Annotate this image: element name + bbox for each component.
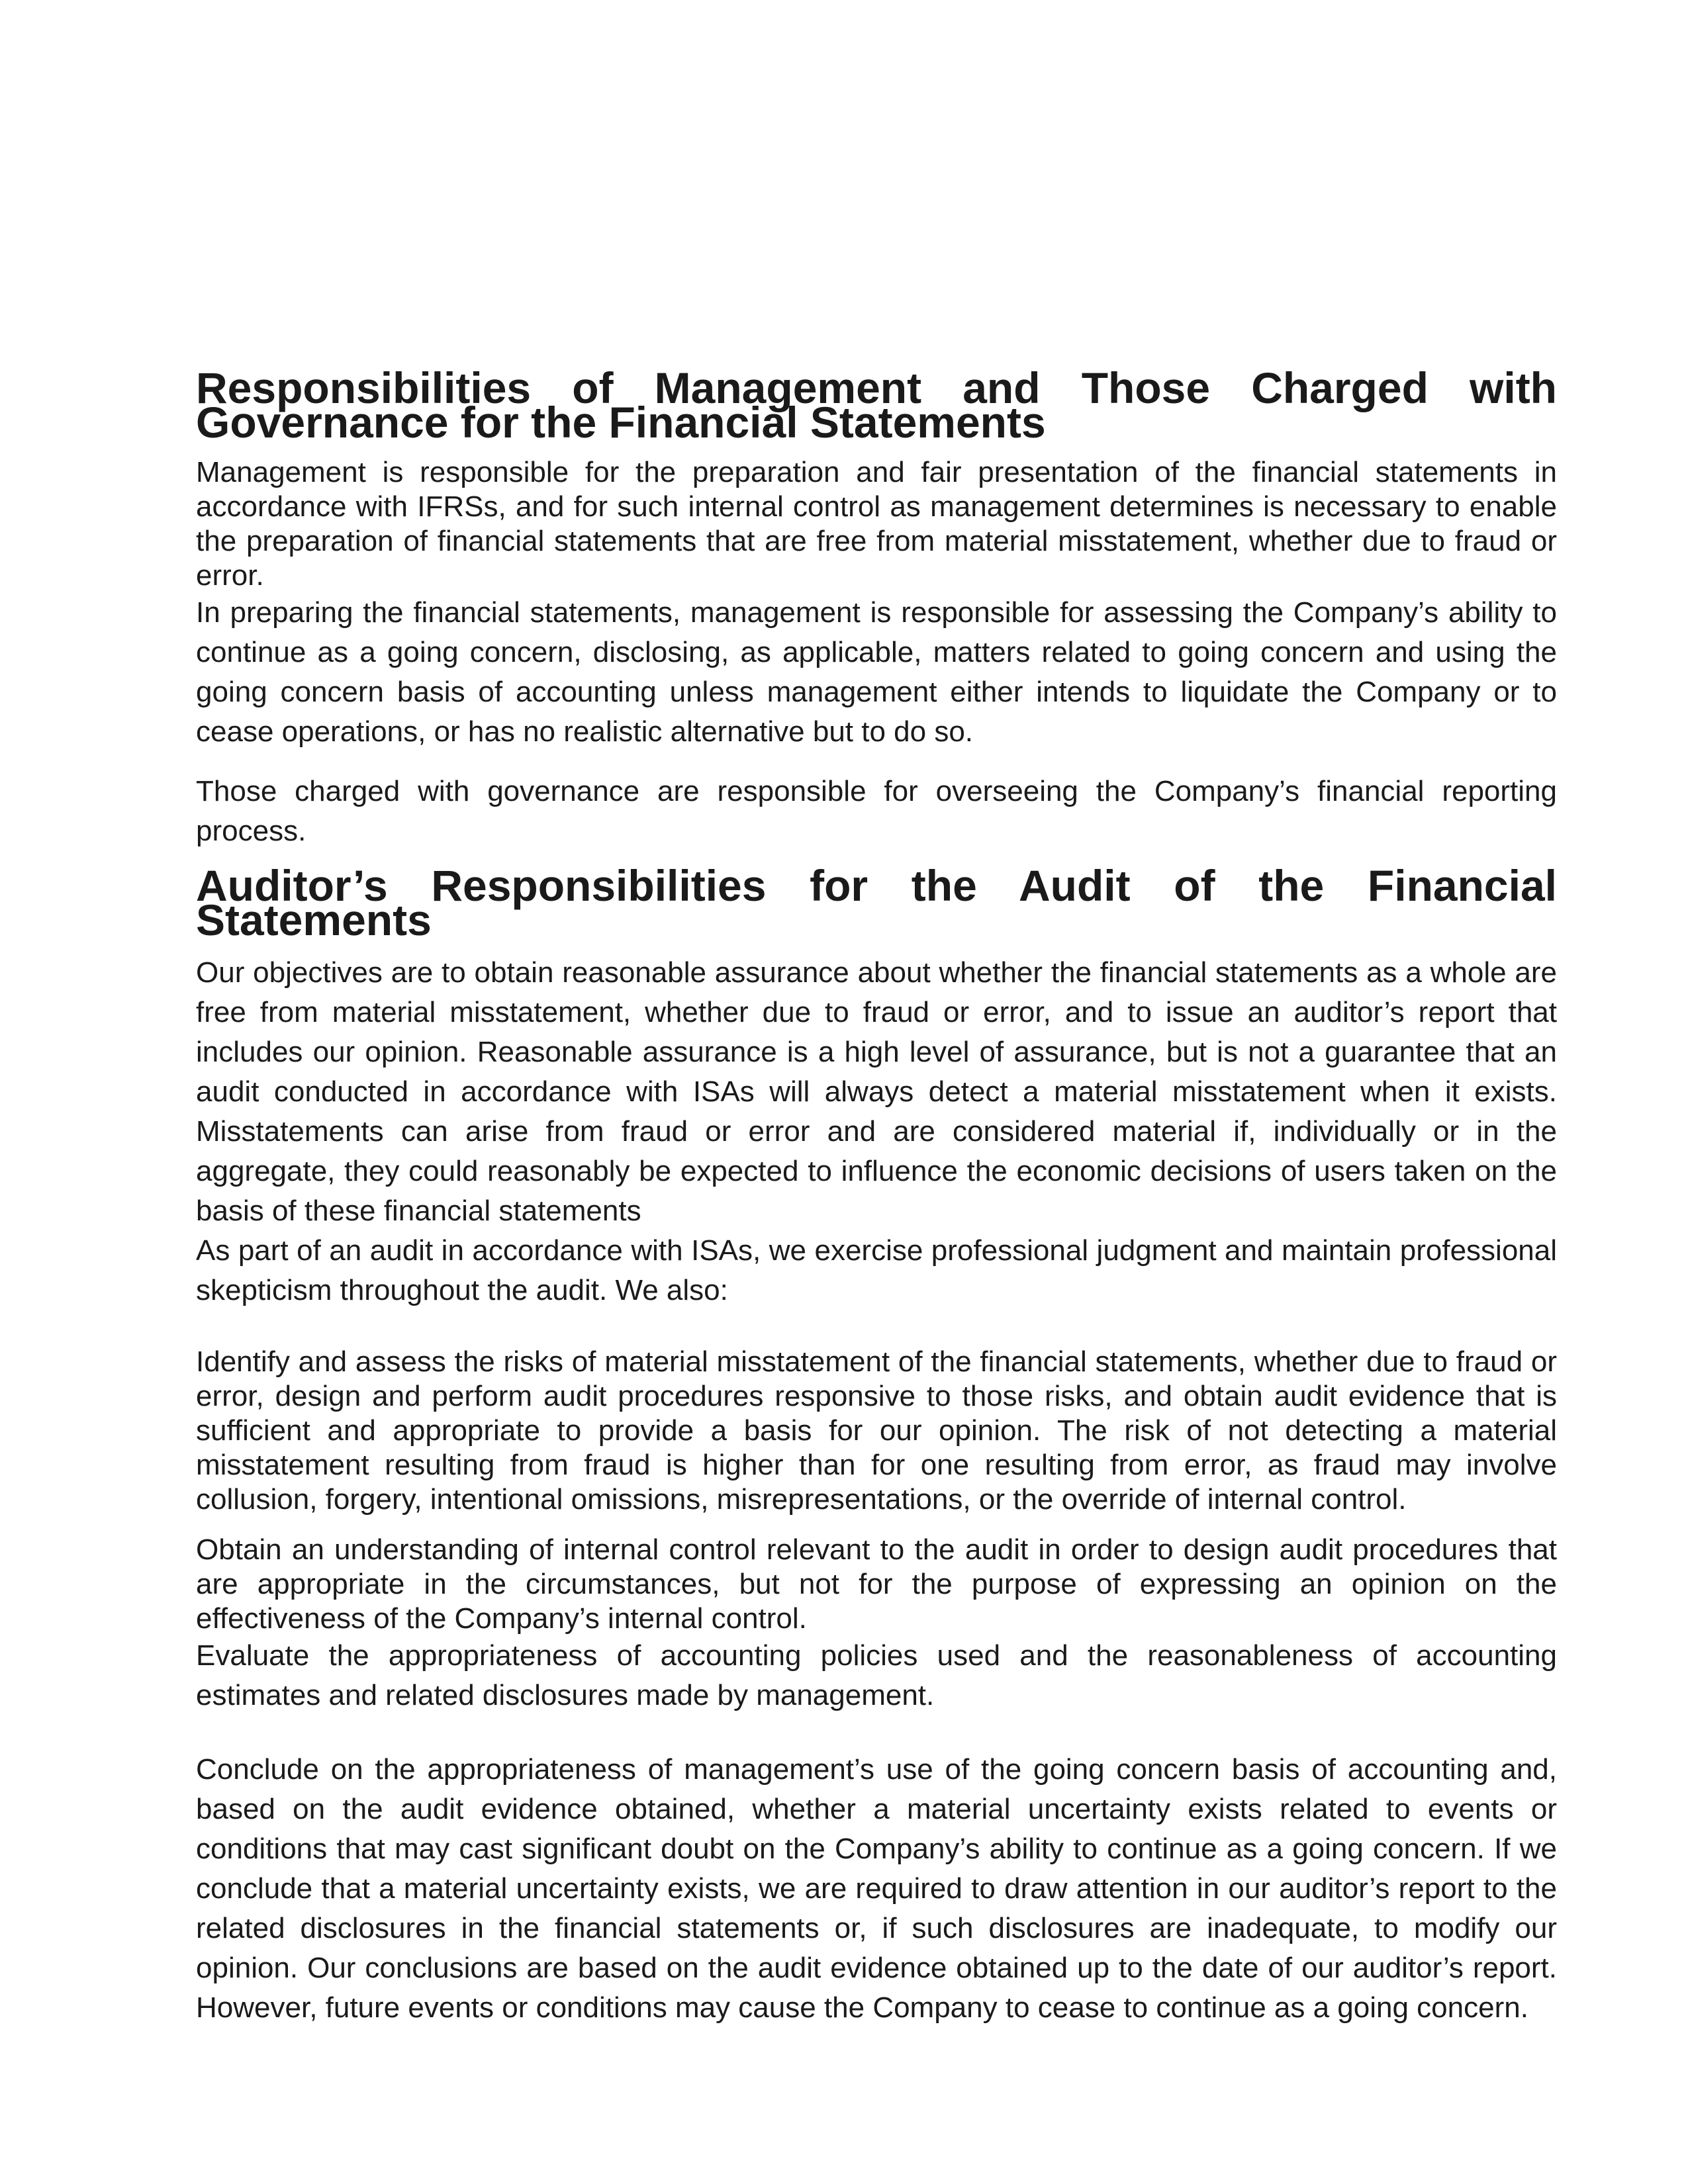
document-page bbox=[196, 363, 1557, 2028]
paragraph-audit-objectives: Our objectives are to obtain reasonable assurance about whether the financial statements as a whole are free from material misstatement, whether due to fraud or error, and to issue an auditor’s report that includes our opinion. Reasonable assurance is a high level of assurance, but is not a guarantee that an audit conducted in accordance with ISAs will always detect a material misstatement when it exists. Misstatements can arise from fraud or error and are considered material if, individually or in the aggregate, they could reasonably be expected to influence the economic decisions of users taken on the basis of these financial statements bbox=[196, 956, 1557, 1227]
paragraph-internal-control: Obtain an understanding of internal control relevant to the audit in order to design audit procedures that are appropriate in the circumstances, but not for the purpose of expressing an opinion on the effectiveness of the Company’s internal control. bbox=[196, 1533, 1557, 1635]
paragraph-identify-risks: Identify and assess the risks of material misstatement of the financial statements, whether due to fraud or error, design and perform audit procedures responsive to those risks, and obtain audit evidence that is sufficient and appropriate to provide a basis for our opinion. The risk of not detecting a material misstatement resulting from fraud is higher than for one resulting from error, as fraud may involve collusion, forgery, intentional omissions, misrepresentations, or the override of internal control. bbox=[196, 1345, 1557, 1516]
paragraph-professional-judgment: As part of an audit in accordance with ISAs, we exercise professional judgment and maintain professional skepticism throughout the audit. We also: bbox=[196, 1234, 1557, 1306]
paragraph-going-concern-assessment: In preparing the financial statements, management is responsible for assessing the Company’s ability to continue as a going concern, disclosing, as applicable, matters related to going concern and using the going concern basis of accounting unless management either intends to liquidate the Company or to cease operations, or has no realistic alternative but to do so. bbox=[196, 596, 1557, 748]
paragraph-evaluate-policies: Evaluate the appropriateness of accounting policies used and the reasonableness of accounting estimates and related disclosures made by management. bbox=[196, 1639, 1557, 1711]
section-heading-management-responsibilities: Responsibilities of Management and Those Charged with Governance for the Financial Statements bbox=[196, 363, 1557, 447]
section-heading-auditor-responsibilities: Auditor’s Responsibilities for the Audit of the Financial Statements bbox=[196, 861, 1557, 944]
paragraph-going-concern-conclusion: Conclude on the appropriateness of management’s use of the going concern basis of accounting and, based on the audit evidence obtained, whether a material uncertainty exists related to events or conditions that may cast significant doubt on the Company’s ability to continue as a going concern. If we conclude that a material uncertainty exists, we are required to draw attention in our auditor’s report to the related disclosures in the financial statements or, if such disclosures are inadequate, to modify our opinion. Our conclusions are based on the audit evidence obtained up to the date of our auditor’s report. However, future events or conditions may cause the Company to cease to continue as a going concern. bbox=[196, 1753, 1557, 2024]
paragraph-management-responsibility: Management is responsible for the preparation and fair presentation of the financial statements in accordance with IFRSs, and for such internal control as management determines is necessary to enable the preparation of financial statements that are free from material misstatement, whether due to fraud or error. bbox=[196, 456, 1557, 592]
paragraph-governance-oversight: Those charged with governance are responsible for overseeing the Company’s financial reporting process. bbox=[196, 775, 1557, 847]
